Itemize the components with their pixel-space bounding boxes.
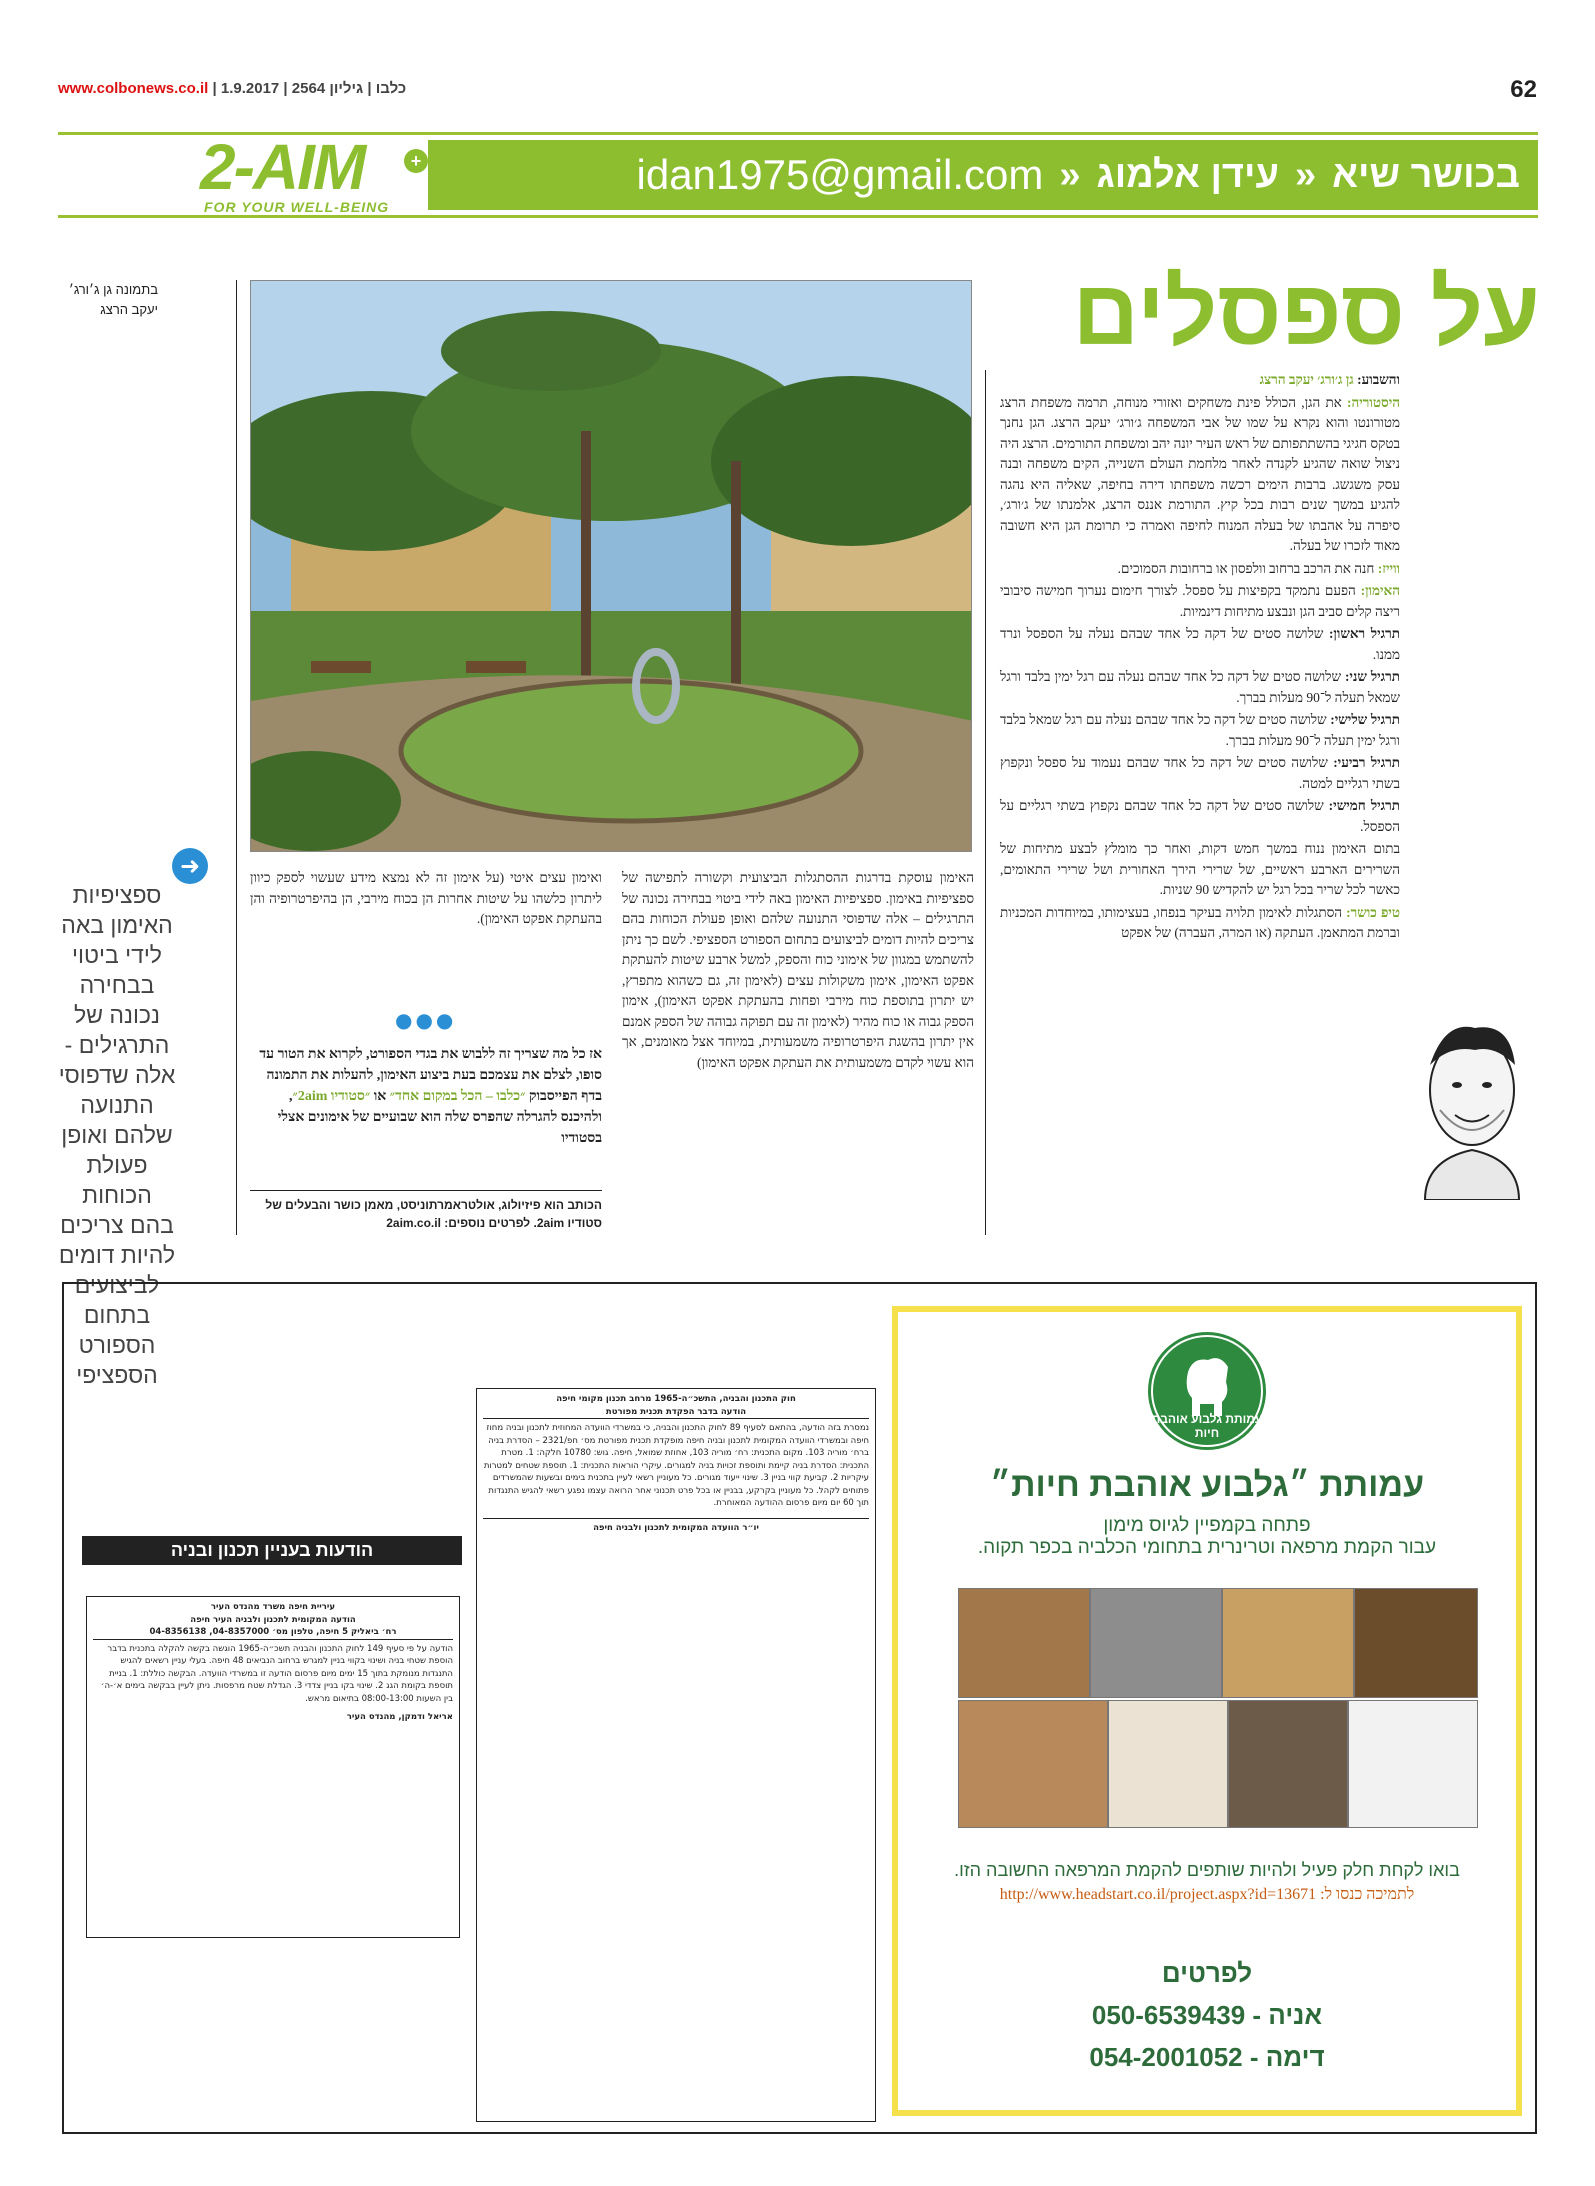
ad-url-line	[918, 1886, 1496, 1904]
issue-info: | כלבו | גיליון 2564 | 1.9.2017	[212, 80, 407, 97]
ad-line-1: פתחה בקמפיין לגיוס מימון	[1103, 1515, 1311, 1536]
facebook-page-2: ״סטודיו 2aim״	[292, 1089, 371, 1104]
plus-icon: +	[404, 149, 428, 173]
page-number: 62	[1510, 76, 1537, 103]
history-text: את הגן, הכולל פינת משחקים ואזורי מנוחה, תרמה משפחת הרצג מטורונטו והוא נקרא על שמו של אבי המשפחה ג׳ורג׳ יעקב הרצג. הגן נחנך בטקס חגיגי בהשתתפותם של ראש העיר יונה יהב ומשפחת התורמים. הרצג היה ניצול שואה שהגיע לקנדה לאחר מלחמת העולם השנייה, הקים משפחה ובנה עסק משגשג. ברבות הימים רכשה משפחתו דירה בחיפה, שאליה היא נהגה להגיע במשך שנים רבות בכל קיץ. התורמת אננס הרצג, אלמנתו של ג׳ורג׳, סיפרה על אהבתו של בעלה המנוח לחיפה ואמרה כי תרומת הגן היא חשובה מאוד לזכרו של בעלה.	[1000, 394, 1400, 553]
exercise-4-label: תרגיל רביעי:	[1333, 755, 1401, 770]
exercise-5-label: תרגיל חמישי:	[1328, 798, 1400, 813]
article-column-2	[622, 868, 974, 1238]
banner-green-bar	[428, 140, 1538, 210]
chevrons-icon: «	[1059, 153, 1081, 196]
this-week-label: והשבוע:	[1357, 372, 1400, 387]
history-label: היסטוריה:	[1346, 394, 1400, 410]
site-url: www.colbonews.co.il	[58, 80, 209, 97]
notice-2-signature: יו״ר הוועדה המקומית לתכנון ולבניה חיפה	[483, 1518, 869, 1535]
article-column-1	[1000, 370, 1400, 1235]
logo-sub: FOR YOUR WELL-BEING	[204, 199, 390, 215]
contest-end: , ולהיכנס להגרלה שהפרס שלה הוא שבועיים של אימונים אצלי בסטודיו	[277, 1089, 602, 1146]
author-caricature	[1405, 1010, 1540, 1200]
notice-2-title: חוק התכנון והבניה, התשכ״ה-1965 מרחב תכנון מקומי חיפה	[556, 1394, 796, 1404]
ad-url[interactable]: http://www.headstart.co.il/project.aspx?id=13671	[999, 1886, 1317, 1903]
exercise-1-text: שלושה סטים של דקה כל אחד שבהם נעלה על הספסל ונרד ממנו.	[1000, 626, 1400, 662]
notice-1-title: עיריית חיפה משרד מהנדס העיר	[210, 1602, 336, 1612]
contact-2-phone: 054-2001052	[1089, 2042, 1243, 2072]
contact-2: דימה - 054-2001052	[1089, 2042, 1325, 2072]
ad-contacts	[898, 1952, 1516, 2078]
notice-1-signature: אריאל ודמקן, מהנדס העיר	[346, 1712, 453, 1722]
contact-1-name: אניה	[1268, 2000, 1323, 2030]
pet-photo	[958, 1700, 1108, 1828]
facebook-page-1: ״כלבו – הכל במקום אחד״	[389, 1089, 526, 1104]
planning-notices-header: הודעות בעניין תכנון ובניה	[82, 1536, 462, 1565]
pet-photo	[1348, 1700, 1478, 1828]
contact-1-phone: 050-6539439	[1091, 2000, 1246, 2030]
ad-line-2: עבור הקמת מרפאה וטרינרית בתחומי הכלביה בכפר תקוה.	[977, 1537, 1437, 1558]
author-email: idan1975@gmail.com	[636, 151, 1044, 198]
charity-logo	[1148, 1332, 1266, 1450]
contest-or: או	[373, 1089, 387, 1104]
author-avatar	[1405, 1010, 1540, 1200]
notice-1-address: רח׳ ביאליק 5 חיפה, טלפון מס׳ 04-8357000, 04-8356138	[93, 1626, 453, 1640]
notice-1	[86, 1596, 460, 1938]
ad-url-label: לתמיכה כנסו ל:	[1320, 1886, 1415, 1903]
waze-text: חנה את הרכב ברחוב וולפסון או ברחובות הסמוכים.	[1117, 560, 1375, 576]
page-header-info	[58, 80, 406, 97]
pet-photo	[1222, 1588, 1354, 1698]
pet-photo	[1108, 1700, 1228, 1828]
exercise-4-text: שלושה סטים של דקה כל אחד שבהם נעמוד על ספסל ונקפוץ בשתי רגליים למטה.	[1000, 755, 1400, 791]
pet-photo	[1228, 1700, 1348, 1828]
cooldown-text: בתום האימון ננוח במשך חמש דקות, ואחר כך מומלץ לבצע מתיחות של השרירים הארבע ראשיים, של שרירי הירך האחורית ושל שרירי התאומים, כאשר לכל שריר בכל רגל יש להקדיש 90 שניות.	[1000, 841, 1400, 897]
this-week-name: גן ג׳ורג׳ יעקב הרצג	[1259, 372, 1354, 387]
2aim-logo	[200, 131, 422, 219]
photo-credit: בתמונה גן ג׳ורג׳ יעקב הרצג	[68, 282, 158, 317]
column-3-text: ואימון עצים איטי (על אימון זה לא נמצא מידע שעשוי לספק כיוון ליתרון כלשהו על שיטות אחרות הן בכוח מירבי, הן בהיפרטרופיה והן בהעתקת אפקט האימון).	[250, 870, 602, 926]
section-name: בכושר שיא	[1332, 153, 1520, 196]
training-label: האימון:	[1360, 583, 1400, 598]
contact-1: אניה - 050-6539439	[1091, 2000, 1323, 2030]
column-divider	[236, 280, 237, 1235]
notice-2-body: נמסרת בזה הודעה, בהתאם לסעיף 89 לחוק התכנון והבניה, כי במשרדי הוועדה המחוזית לתכנון ובניה מחוז חיפה ובמשרדי הוועדה המקומית לתכנון ובניה חיפה מופקדת תכנית מפורטת מס׳ חפ/2321 – הסדרת בניה ברח׳ מוריה 103. מקום התכנית: רח׳ מוריה 103, אחוזת שמואל, חיפה. גוש: 10780 חלקה: 1. מטרת התכנית: הסדרת בניה קיימת ותוספת זכויות בניה למגורים. עיקרי הוראות התכנית: 1. תוספת שטחים למטרות עיקריות 2. קביעת קווי בניין 3. שינוי ייעוד מגורים. כל מעוניין רשאי לעיין בתכנית בימים ובשעות שהמשרדים פתוחים לקהל. כל מעוניין בקרקע, בבניין או בכל פרט תכנוני אחר הרואה עצמו נפגע רשאי להגיש התנגדות תוך 60 יום מיום פרסום ההודעה המאוחרת.	[483, 1423, 869, 1508]
article-column-3	[250, 868, 602, 978]
exercise-3-label: תרגיל שלישי:	[1330, 712, 1400, 727]
contact-2-name: דימה	[1265, 2042, 1325, 2072]
contest-text: אז כל מה שצריך זה ללבוש את בגדי הספורט, לקרוא את הטור עד סופו, לצלם את עצמכם בעת ביצוע האימון, להעלות את התמונה בדף הפייסבוק	[259, 1047, 602, 1104]
contact-title: לפרטים	[1161, 1958, 1253, 1988]
charity-logo-text: עמותת גלבוע אוהבת חיות	[1151, 1412, 1263, 1440]
exercise-2-text: שלושה סטים של דקה כל אחד שבהם נעלה עם רגל ימין בלבד ורגל שמאל תעלה ל־90 מעלות בברך.	[1000, 669, 1400, 705]
pull-quote: ספציפיות האימון באה לידי ביטוי בבחירה נכונה של התרגילים - אלה שדפוסי התנועה שלהם ואופן פעולת הכוחות בהם צריכים להיות דומים לביצועים בתחום הספורט הספציפי	[58, 882, 176, 1388]
exercise-3-text: שלושה סטים של דקה כל אחד שבהם נעלה עם רגל שמאל בלבד ורגל ימין תעלה ל־90 מעלות בברך.	[1000, 712, 1400, 748]
author-bio: הכותב הוא פיזיולוג, אולטראמרתוניסט, מאמן כושר והבעלים של סטודיו 2aim. לפרטים נוספים: 2aim.co.il	[265, 1198, 602, 1230]
training-text: הפעם נתמקד בקפיצות על ספסל. לצורך חימום נערוך חמישה סיבובי ריצה קלים סביב הגן ונבצע מתיחות דינמיות.	[1000, 583, 1400, 619]
pets-collage	[958, 1588, 1478, 1828]
author-name: עידן אלמוג	[1096, 153, 1279, 196]
bio-divider	[250, 1190, 602, 1191]
animal-charity-ad	[892, 1306, 1522, 2116]
contest-callout	[250, 1044, 602, 1149]
notice-2-subtitle: הודעה בדבר הפקדת תכנית מפורטת	[483, 1406, 869, 1420]
exercise-1-label: תרגיל ראשון:	[1328, 626, 1400, 641]
tip-label: טיפ כושר:	[1346, 904, 1401, 920]
ad-call-to-action: בואו לקחת חלק פעיל ולהיות שותפים להקמת המרפאה החשובה הזו.	[954, 1860, 1460, 1880]
pet-photo	[1090, 1588, 1222, 1698]
notice-2	[476, 1388, 876, 2122]
column-2-text: האימון עוסקת בדרגות ההסתגלות הביצועית וקשורה לתפישה של ספציפיות באימון. ספציפיות האימון באה לידי ביטוי בבחירה נכונה של התרגילים – אלה שדפוסי התנועה שלהם ואופן פעולת הכוחות בהם צריכים להיות דומים לביצועים בתחום הספורט הספציפי. לשם כך ניתן להשתמש במגוון של אימוני כוח והספק, למשל ארבע שיטות להעתקת אפקט האימון, אימון משקולות עצים (לאימון זה, גם כשהוא מתפרץ, יש יתרון בתוספת כוח מירבי ופחות בהעתקת אפקט האימון), אימון הספק גבוה או כוח מהיר (לאימון זה עם תפוקה גבוהה של הספק אמנם אין יתרון בהשגת היפרטרופיה משמעותית, במיוחד אצל מאומנים, אך הוא עשוי לקדם משמעותית את העתקת אפקט האימון)	[622, 870, 974, 1070]
pet-photo	[958, 1588, 1090, 1698]
chevrons-icon: «	[1295, 153, 1317, 196]
ad-title: עמותת ״גלבוע אוהבת חיות״	[989, 1466, 1425, 1504]
section-dots-icon: ●●●	[395, 1008, 457, 1032]
park-illustration	[251, 281, 972, 852]
notice-1-subtitle: הודעה המקומית לתכנון ולבניה העיר חיפה	[190, 1614, 356, 1625]
exercise-5-text: שלושה סטים של דקה כל אחד שבהם נקפוץ בשתי רגליים על הספסל.	[1000, 798, 1400, 834]
exercise-2-label: תרגיל שני:	[1344, 669, 1400, 684]
column-divider	[985, 370, 986, 1235]
pet-photo	[1354, 1588, 1478, 1698]
logo-main: 2-AIM	[200, 131, 365, 203]
waze-label: ווייז:	[1377, 560, 1400, 576]
arrow-right-icon: ➜	[172, 848, 208, 884]
park-photo	[250, 280, 972, 852]
tip-text: הסתגלות לאימון תלויה בעיקר בנפחו, בעצימותו, במיוחדות המכניות וברמת המתאמן. העתקה (או המרה, העברה) של אפקט	[1000, 904, 1400, 940]
article-title: על ספסלים	[1072, 262, 1540, 364]
notice-1-body: הודעה על פי סעיף 149 לחוק התכנון והבניה תשכ״ה-1965 הוגשה בקשה להקלה בתכנית בדבר הוספת שטחי בניה ושינוי בקווי בניין למגרש ברחוב הנביאים 48 חיפה. בעלי עניין רשאים להגיש התנגדות מנומקת בתוך 15 ימים מיום פרסום הודעה זו במשרדי הוועדה. הבקשה כוללת: 1. בניית תוספת בקומת הגג 2. שינוי בקו בניין צדדי 3. הגדלת שטח מרפסות. ניתן לעיין בבקשה בימים א׳-ה׳ בין השעות 08:00-13:00 בתיאום מראש.	[100, 1643, 453, 1704]
